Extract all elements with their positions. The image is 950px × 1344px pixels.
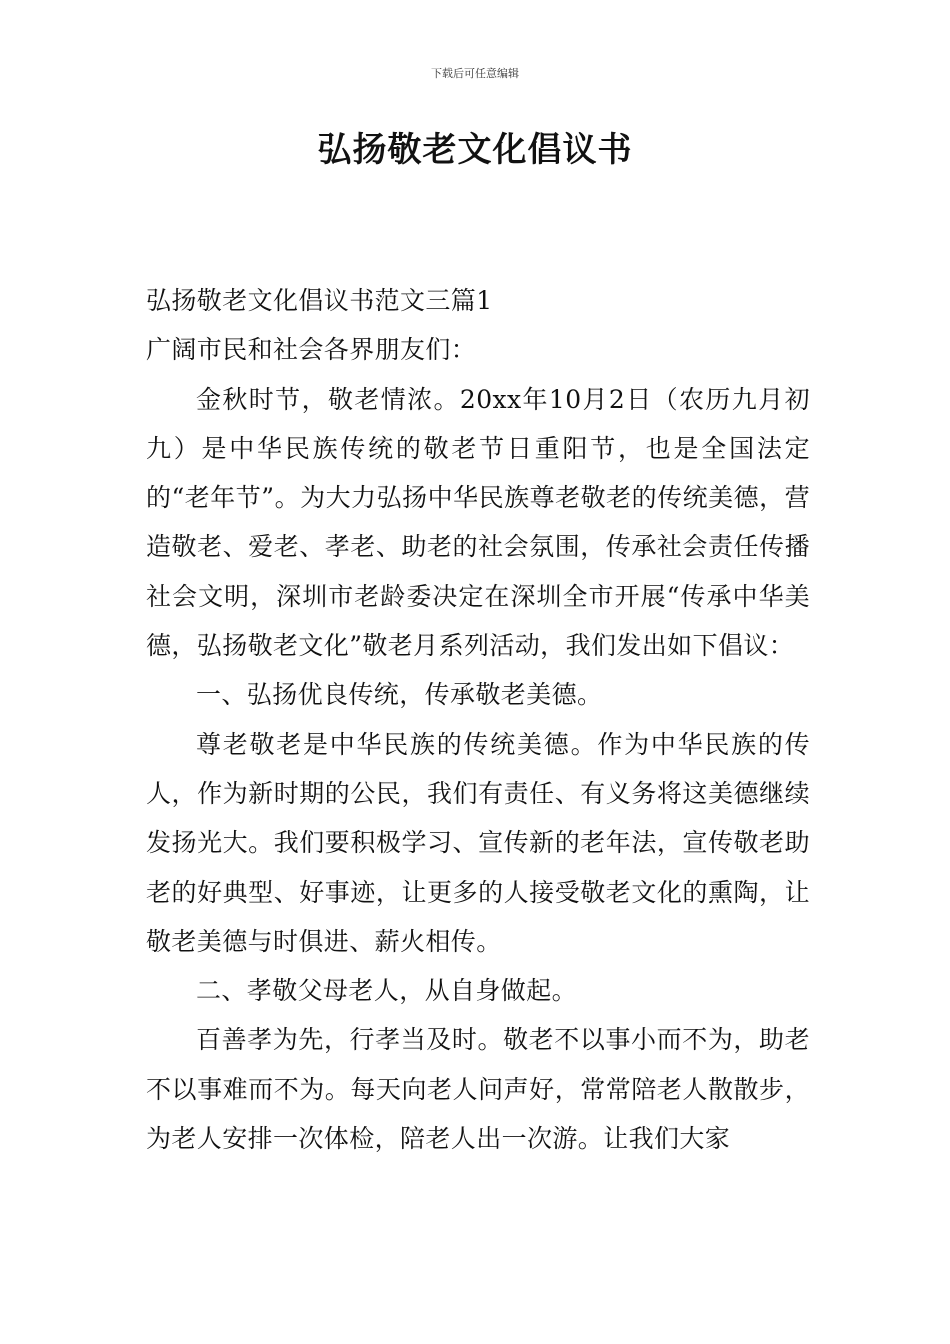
paragraph-intro: 金秋时节，敬老情浓。20xx年10月2日（农历九月初九）是中华民族传统的敬老节日重阳节，也是全国法定的“老年节”。为大力弘扬中华民族尊老敬老的传统美德，营造敬老、爱老、孝老、助老的社会氛围，传承社会责任传播社会文明，深圳市老龄委决定在深圳全市开展“传承中华美德，弘扬敬老文化”敬老月系列活动，我们发出如下倡议： (146, 384, 810, 661)
section-heading-1: 一、弘扬优良传统，传承敬老美德。 (196, 680, 603, 710)
section-heading-2: 二、孝敬父母老人，从自身做起。 (196, 976, 578, 1006)
document-subtitle: 弘扬敬老文化倡议书范文三篇1 (146, 286, 493, 315)
document-body (146, 276, 810, 1163)
page-header-note: 下载后可任意编辑 (431, 67, 519, 80)
salutation: 广阔市民和社会各界朋友们： (146, 335, 477, 365)
paragraph-section-1: 尊老敬老是中华民族的传统美德。作为中华民族的传人，作为新时期的公民，我们有责任、有义务将这美德继续发扬光大。我们要积极学习、宣传新的老年法，宣传敬老助老的好典型、好事迹，让更多的人接受敬老文化的熏陶，让敬老美德与时俱进、薪火相传。 (146, 729, 810, 956)
paragraph-section-2: 百善孝为先，行孝当及时。敬老不以事小而不为，助老不以事难而不为。每天向老人问声好，常常陪老人散散步，为老人安排一次体检，陪老人出一次游。让我们大家 (146, 1025, 810, 1154)
document-title: 弘扬敬老文化倡议书 (317, 130, 633, 170)
